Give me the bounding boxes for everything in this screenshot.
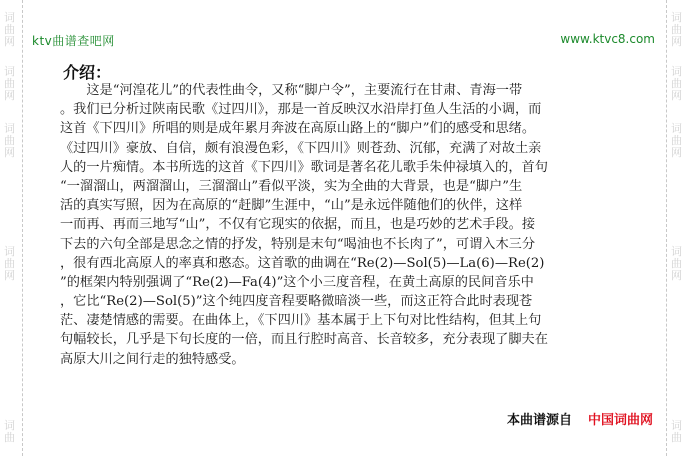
watermark-char: 词 [671, 11, 682, 24]
source-footer [507, 409, 653, 428]
watermark-char: 词 [671, 122, 682, 135]
intro-line: “一溜溜山，两溜溜山，三溜溜山”看似平淡，实为全曲的大背景，也是“脚户”生 [60, 178, 523, 194]
right-watermark-column [667, 0, 689, 456]
watermark-char: 网 [671, 146, 682, 159]
source-label: 本曲谱源自 [506, 413, 572, 428]
intro-line: 这是“河湟花儿”的代表性曲令，又称“脚户令”，主要流行在甘肃、青海一带 [60, 83, 523, 98]
watermark-char: 曲 [671, 77, 682, 90]
watermark-char: 网 [671, 89, 682, 102]
watermark-char: 词 [671, 245, 682, 258]
watermark-char: 曲 [4, 23, 15, 36]
intro-line: 《过四川》豪放、自信，颇有浪漫色彩，《下四川》则苍劲、沉郁，充满了对故土亲 [60, 140, 542, 156]
watermark-char: 曲 [4, 134, 15, 147]
watermark-char: 网 [671, 35, 682, 48]
watermark-char: 曲 [671, 257, 682, 270]
intro-line: 一而再、再而三地写“山”，不仅有它现实的依据，而且，也是巧妙的艺术手段。接 [60, 217, 536, 233]
intro-line: ，它比“Re(2)—Sol(5)”这个纯四度音程要略微暗淡一些，而这正符合此时表现苍 [60, 294, 533, 310]
intro-line: 高原大川之间行走的独特感受。 [60, 351, 245, 367]
intro-paragraph [60, 81, 666, 369]
watermark-char: 网 [4, 89, 15, 102]
intro-line: 活的真实写照，因为在高原的“赶脚”生涯中，“山”是永远伴随他们的伙伴，这样 [60, 198, 523, 214]
watermark-char: 词 [4, 11, 15, 24]
watermark-char: 网 [671, 269, 682, 282]
watermark-char: 词 [671, 65, 682, 78]
left-dashed-border [22, 0, 23, 456]
watermark-char: 词 [4, 65, 15, 78]
intro-line: ”的框架内特别强调了“Re(2)—Fa(4)”这个小三度音程，在黄土高原的民间音乐中 [60, 274, 534, 290]
watermark-char: 曲 [4, 77, 15, 90]
watermark-char: 词 [4, 122, 15, 135]
site-url-link[interactable]: www.ktvc8.com [560, 32, 655, 46]
watermark-char: 网 [4, 269, 15, 282]
intro-line: 这首《下四川》所唱的则是成年累月奔波在高原山路上的“脚户”们的感受和思绪。 [60, 121, 536, 137]
watermark-char: 词 [4, 419, 15, 432]
watermark-char: 网 [4, 35, 15, 48]
watermark-char: 词 [671, 419, 682, 432]
intro-heading: 介绍： [63, 63, 112, 82]
watermark-char: 曲 [671, 431, 682, 444]
intro-line: 茫、凄楚情感的需要。在曲体上，《下四川》基本属于上下句对比性结构，但其上句 [60, 313, 542, 329]
watermark-char: 词 [4, 245, 15, 258]
left-watermark-column [0, 0, 22, 456]
intro-line: 句幅较长，几乎是下句长度的一倍，而且行腔时高音、长音较多，充分表现了脚夫在 [60, 332, 548, 348]
intro-line: 人的一片痴情。本书所选的这首《下四川》歌词是著名花儿歌手朱仲禄填入的，首句 [60, 159, 548, 175]
watermark-char: 曲 [4, 431, 15, 444]
intro-line: 下去的六句全部是思念之情的抒发，特别是末句“喝油也不长肉了”，可谓入木三分 [60, 236, 536, 252]
site-brand-link[interactable]: ktv曲谱查吧网 [32, 34, 115, 48]
intro-line: 。我们已分析过陕南民歌《过四川》，那是一首反映汉水沿岸打鱼人生活的小调，而 [60, 102, 542, 118]
source-site-link[interactable]: 中国词曲网 [587, 413, 653, 428]
watermark-char: 曲 [671, 134, 682, 147]
watermark-char: 曲 [4, 257, 15, 270]
watermark-char: 曲 [671, 23, 682, 36]
watermark-char: 网 [4, 146, 15, 159]
intro-line: ，很有西北高原人的率真和憨态。这首歌的曲调在“Re(2)—Sol(5)—La(6)—Re(2) [60, 255, 545, 271]
